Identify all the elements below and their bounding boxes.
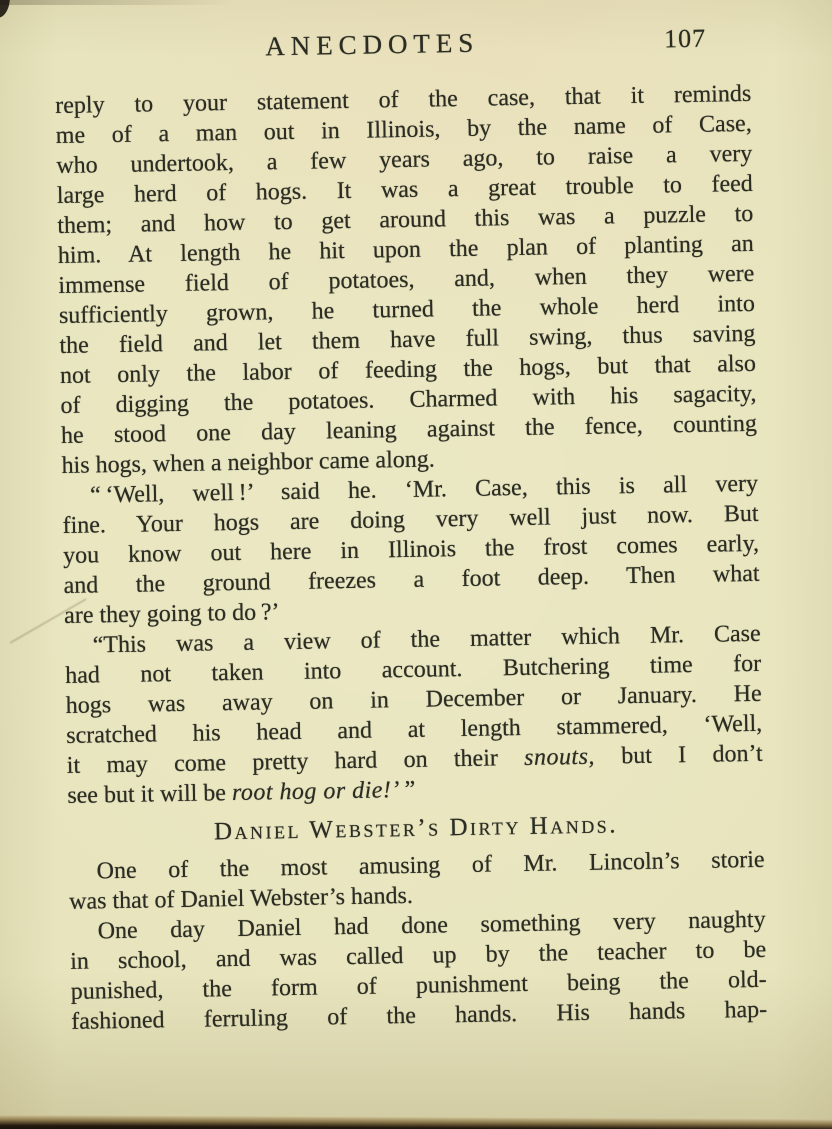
text-line: who undertook, a few years ago, to raise a very bbox=[56, 140, 753, 180]
text-line: was that of Daniel Webster’s hands. bbox=[68, 882, 414, 915]
text-line: hogs was away on in December or January. He bbox=[65, 680, 762, 719]
section-heading: Daniel Webster’s Dirty Hands. bbox=[213, 811, 619, 846]
text-body bbox=[55, 79, 767, 1037]
page-content bbox=[54, 21, 767, 1037]
text-line: fine. Your hogs are doing very well just now. But bbox=[62, 500, 759, 539]
text-line: in school, and was called up by the teacher to be bbox=[69, 936, 767, 975]
paragraph bbox=[69, 905, 767, 1037]
paragraph bbox=[64, 619, 763, 811]
text-line: “ ‘Well, well !’ said he. ‘Mr. Case, this is all very bbox=[89, 470, 759, 509]
text-line: fashioned ferruling of the hands. His hands hap- bbox=[71, 996, 768, 1035]
text-line: and the ground freezes a foot deep. Then what bbox=[63, 560, 760, 599]
paragraph bbox=[62, 469, 761, 631]
text-line: of digging the potatoes. Charmed with his sagacity, bbox=[60, 380, 757, 419]
scan-bottom-edge bbox=[0, 1115, 832, 1129]
text-line: the field and let them have full swing, thus saving bbox=[59, 320, 756, 359]
text-line: scratched his head and at length stammered, ‘Well, bbox=[66, 710, 763, 749]
text-line: had not taken into account. Butchering time for bbox=[65, 650, 762, 689]
text-line: punished, the form of punishment being the old- bbox=[70, 966, 767, 1005]
text-line: you know out here in Illinois the frost comes early, bbox=[62, 530, 760, 569]
text-line: immense field of potatoes, and, when they were bbox=[58, 260, 755, 300]
text-line: sufficiently grown, he turned the whole herd into bbox=[58, 290, 756, 330]
paragraph bbox=[55, 79, 758, 481]
text-line: he stood one day leaning against the fence, counting bbox=[60, 410, 758, 449]
page-header bbox=[54, 21, 750, 67]
text-line: not only the labor of feeding the hogs, but that also bbox=[59, 350, 757, 389]
text-line: One of the most amusing of Mr. Lincoln’s storie bbox=[96, 846, 765, 885]
text-line: One day Daniel had done something very naughty bbox=[97, 906, 766, 945]
page-number: 107 bbox=[663, 23, 707, 54]
text-line: large herd of hogs. It was a great trouble to feed bbox=[56, 170, 753, 210]
text-line: his hogs, when a neighbor came along. bbox=[61, 446, 435, 479]
running-title: ANECDOTES bbox=[265, 27, 480, 62]
scan-corner-mark bbox=[0, 0, 10, 19]
text-line: them; and how to get around this was a puzzle to bbox=[57, 200, 754, 240]
text-line: reply to your statement of the case, that it reminds bbox=[55, 80, 752, 120]
text-line: him. At length he hit upon the plan of planting an bbox=[57, 230, 755, 270]
text-line: see but it will be root hog or die!’ ” bbox=[67, 776, 416, 809]
text-line: it may come pretty hard on their snouts, but I don’t bbox=[66, 740, 763, 779]
scan-top-shadow bbox=[0, 0, 832, 5]
text-line: “This was a view of the matter which Mr. Case bbox=[92, 620, 761, 659]
text-line: me of a man out in Illinois, by the name of Case, bbox=[55, 110, 752, 150]
text-line: are they going to do ?’ bbox=[63, 599, 280, 629]
